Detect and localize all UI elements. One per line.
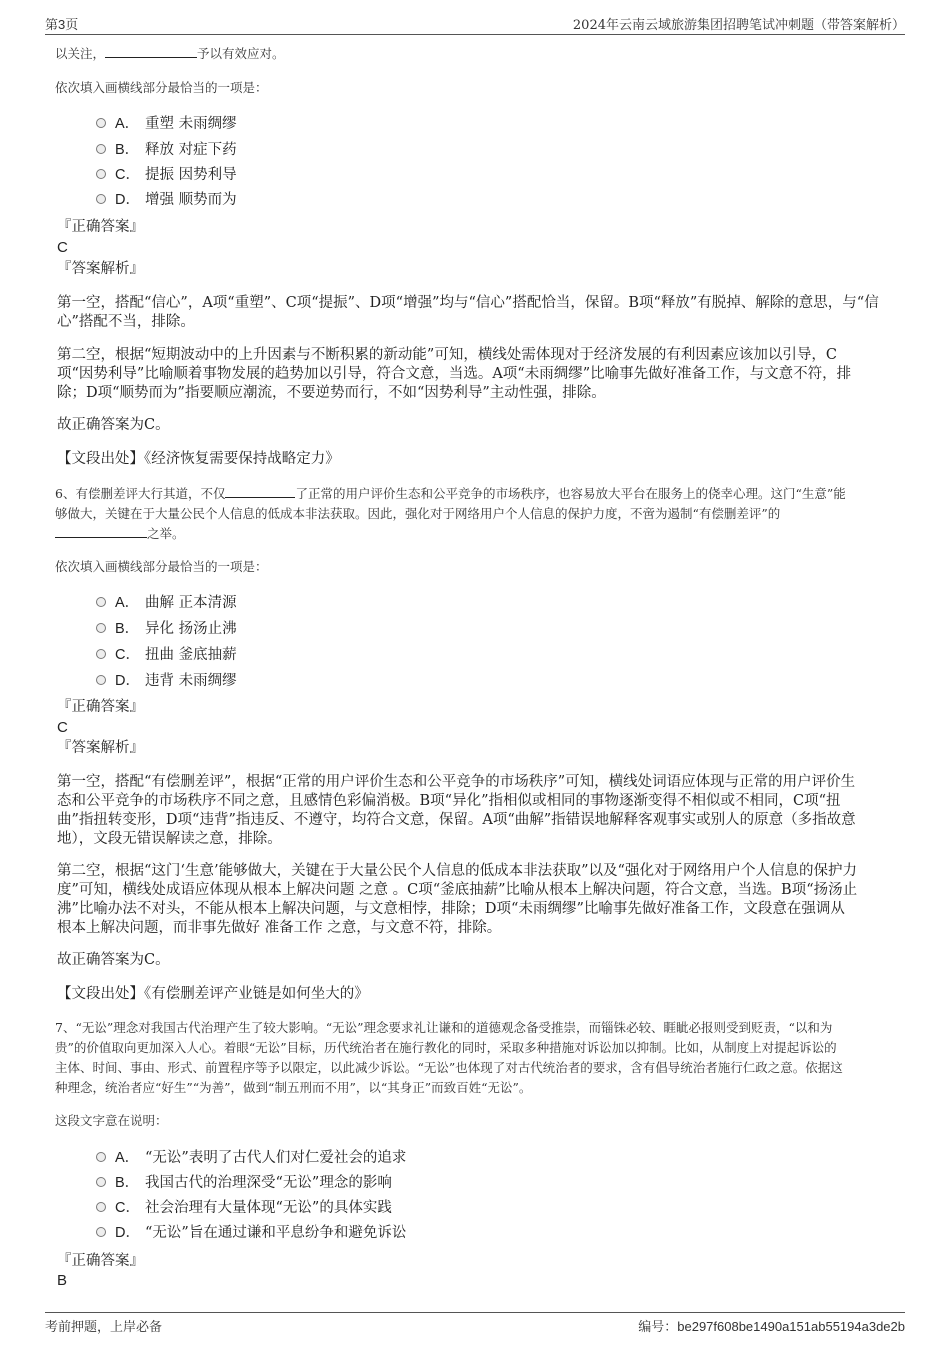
q6-answer: C — [57, 719, 68, 736]
q6-stem-part: 6、有偿删差评大行其道，不仅 — [55, 486, 226, 501]
q7-stem-line: 种理念，统治者应“好生”“为善”，做到“制五刑而不用”，以“其身正”而致百姓“无讼”。 — [55, 1080, 532, 1095]
q7-answer-label: 『正确答案』 — [57, 1253, 144, 1269]
footer-slogan: 考前押题，上岸必备 — [45, 1320, 163, 1335]
page-header — [45, 10, 905, 35]
option-text: 社会治理有大量体现“无讼”的具体实践 — [145, 1200, 392, 1216]
q6-answer-label: 『正确答案』 — [57, 699, 144, 715]
radio-icon[interactable] — [96, 597, 106, 607]
option-text: 重塑 未雨绸缪 — [145, 116, 237, 132]
radio-icon[interactable] — [96, 1227, 106, 1237]
option-key: C． — [115, 167, 140, 183]
q7-option-c[interactable] — [96, 1198, 392, 1218]
q6-conclusion: 故正确答案为C。 — [57, 952, 170, 968]
option-text: 扭曲 釜底抽薪 — [145, 647, 237, 663]
q6-option-c[interactable] — [96, 645, 237, 665]
radio-icon[interactable] — [96, 1202, 106, 1212]
radio-icon[interactable] — [96, 194, 106, 204]
q6-stem-part: 了正常的用户评价生态和公平竞争的市场秩序，也容易放大平台在服务上的侥幸心理。这门“生意”能 — [295, 486, 846, 501]
radio-icon[interactable] — [96, 675, 106, 685]
option-key: D． — [115, 192, 140, 208]
q6-option-d[interactable] — [96, 671, 237, 691]
footer-code-value: be297f608be1490a151ab55194a3de2b — [677, 1319, 905, 1334]
option-text: 曲解 正本清源 — [145, 595, 237, 611]
option-text: 违背 未雨绸缪 — [145, 673, 237, 689]
q5-option-a[interactable] — [96, 114, 237, 134]
q6-option-a[interactable] — [96, 593, 237, 613]
option-key: D． — [115, 1225, 140, 1241]
q5-stem-tail — [55, 44, 285, 64]
q7-prompt: 这段文字意在说明： — [55, 1113, 168, 1128]
option-key: A． — [115, 1150, 140, 1166]
q6-source: 【文段出处】《有偿删差评产业链是如何坐大的》 — [57, 986, 369, 1002]
q5-prompt: 依次填入画横线部分最恰当的一项是： — [55, 80, 268, 95]
option-text: “无讼”旨在通过谦和平息纷争和避免诉讼 — [145, 1225, 407, 1241]
radio-icon[interactable] — [96, 649, 106, 659]
radio-icon[interactable] — [96, 169, 106, 179]
footer-code — [638, 1316, 905, 1335]
document-title: 2024年云南云域旅游集团招聘笔试冲刺题（带答案解析） — [572, 18, 905, 33]
q5-analysis-line: 第二空，根据“短期波动中的上升因素与不断积累的新动能”可知，横线处需体现对于经济发展的有利因素应该加以引导，C — [57, 347, 837, 363]
q5-analysis-line: 项“因势利导”比喻顺着事物发展的趋势加以引导，符合文意，当选。A项“未雨绸缪”比喻事先做好准备工作，与文意不符，排 — [57, 366, 852, 382]
option-key: A． — [115, 595, 140, 611]
q5-option-d[interactable] — [96, 190, 237, 210]
q6-analysis-line: 地），文段无错误解读之意，排除。 — [57, 831, 282, 847]
q5-analysis-label: 『答案解析』 — [57, 261, 144, 277]
q5-analysis-line: 第一空，搭配“信心”，A项“重塑”、C项“提振”、D项“增强”均与“信心”搭配恰当，保留。B项“释放”有脱掉、解除的意思，与“信 — [57, 295, 879, 311]
q6-prompt: 依次填入画横线部分最恰当的一项是： — [55, 559, 268, 574]
radio-icon[interactable] — [96, 1177, 106, 1187]
q6-analysis-line: 根本上解决问题，而非事先做好 准备工作 之意，与文意不符，排除。 — [57, 920, 502, 936]
q5-answer: C — [57, 239, 68, 256]
radio-icon[interactable] — [96, 1152, 106, 1162]
q5-tail-before: 以关注， — [55, 46, 106, 61]
fill-blank — [225, 485, 295, 498]
q6-analysis-line: 第一空，搭配“有偿删差评”，根据“正常的用户评价生态和公平竞争的市场秩序”可知，横线处词语应体现与正常的用户评价生 — [57, 774, 856, 790]
q6-stem-line: 够做大，关键在于大量公民个人信息的低成本非法获取。因此，强化对于网络用户个人信息的保护力度，不啻为遏制“有偿删差评”的 — [55, 506, 781, 521]
q7-stem-line: 主体、时间、事由、形式、前置程序等予以限定，以此减少诉讼。“无讼”也体现了对古代统治者的要求，含有倡导统治者施行仁政之意。依据这 — [55, 1060, 843, 1075]
q7-answer: B — [57, 1272, 68, 1289]
q6-analysis-line: 态和公平竞争的市场秩序不同之意，且感情色彩偏消极。B项“异化”指相似或相同的事物逐渐变得不相似或不相同，C项“扭 — [57, 793, 841, 809]
option-text: 释放 对症下药 — [145, 142, 237, 158]
q6-analysis-line: 沸”比喻办法不对头，不能从根本上解决问题，与文意相悖，排除；D项“未雨绸缪”比喻事先做好准备工作，文段意在强调从 — [57, 901, 845, 917]
q5-answer-label: 『正确答案』 — [57, 219, 144, 235]
q6-stem-part: 之举。 — [147, 526, 185, 541]
radio-icon[interactable] — [96, 118, 106, 128]
fill-blank — [55, 525, 147, 538]
q7-stem-line: 7、“无讼”理念对我国古代治理产生了较大影响。“无讼”理念要求礼让谦和的道德观念备受推崇，而锱铢必较、睚眦必报则受到贬责，“以和为 — [55, 1020, 833, 1035]
q6-option-b[interactable] — [96, 619, 237, 639]
page-number: 第3页 — [45, 17, 79, 32]
option-text: 提振 因势利导 — [145, 167, 237, 183]
q5-option-b[interactable] — [96, 140, 237, 160]
option-key: C． — [115, 647, 140, 663]
q5-option-c[interactable] — [96, 165, 237, 185]
q7-option-a[interactable] — [96, 1148, 406, 1168]
footer-code-label: 编号： — [638, 1320, 678, 1335]
q5-analysis-line: 心”搭配不当，排除。 — [57, 314, 195, 330]
option-text: 增强 顺势而为 — [145, 192, 237, 208]
option-text: 异化 扬汤止沸 — [145, 621, 237, 637]
q7-option-d[interactable] — [96, 1223, 406, 1243]
q5-analysis-line: 除；D项“顺势而为”指要顺应潮流，不要逆势而行，不如“因势利导”主动性强，排除。 — [57, 385, 606, 401]
q6-stem-line — [55, 524, 185, 544]
option-text: “无讼”表明了古代人们对仁爱社会的追求 — [145, 1150, 407, 1166]
option-key: B． — [115, 1175, 140, 1191]
page-footer — [45, 1312, 905, 1337]
q7-option-b[interactable] — [96, 1173, 392, 1193]
option-key: A． — [115, 116, 140, 132]
option-key: D． — [115, 673, 140, 689]
radio-icon[interactable] — [96, 623, 106, 633]
q6-analysis-line: 第二空，根据“这门‘生意’能够做大，关键在于大量公民个人信息的低成本非法获取”以及“强化对于网络用户个人信息的保护力 — [57, 863, 857, 879]
q6-analysis-line: 曲”指扭转变形，D项“违背”指违反、不遵守，均符合文意，保留。A项“曲解”指错误地解释客观事实或别人的原意（多指故意 — [57, 812, 856, 828]
q6-analysis-line: 度”可知，横线处成语应体现从根本上解决问题 之意 。C项“釜底抽薪”比喻从根本上解决问题，符合文意，当选。B项“扬汤止 — [57, 882, 858, 898]
q6-analysis-label: 『答案解析』 — [57, 740, 144, 756]
option-key: B． — [115, 621, 140, 637]
q5-source: 【文段出处】《经济恢复需要保持战略定力》 — [57, 451, 340, 467]
option-text: 我国古代的治理深受“无讼”理念的影响 — [145, 1175, 392, 1191]
q5-conclusion: 故正确答案为C。 — [57, 417, 170, 433]
option-key: B． — [115, 142, 140, 158]
radio-icon[interactable] — [96, 144, 106, 154]
q7-stem-line: 贵”的价值取向更加深入人心。着眼“无讼”目标，历代统治者在施行教化的同时，采取多种措施对诉讼加以抑制。比如，从制度上对提起诉讼的 — [55, 1040, 837, 1055]
q6-stem-line — [55, 484, 846, 504]
q5-tail-after: 予以有效应对。 — [197, 46, 285, 61]
option-key: C． — [115, 1200, 140, 1216]
fill-blank — [105, 45, 197, 58]
